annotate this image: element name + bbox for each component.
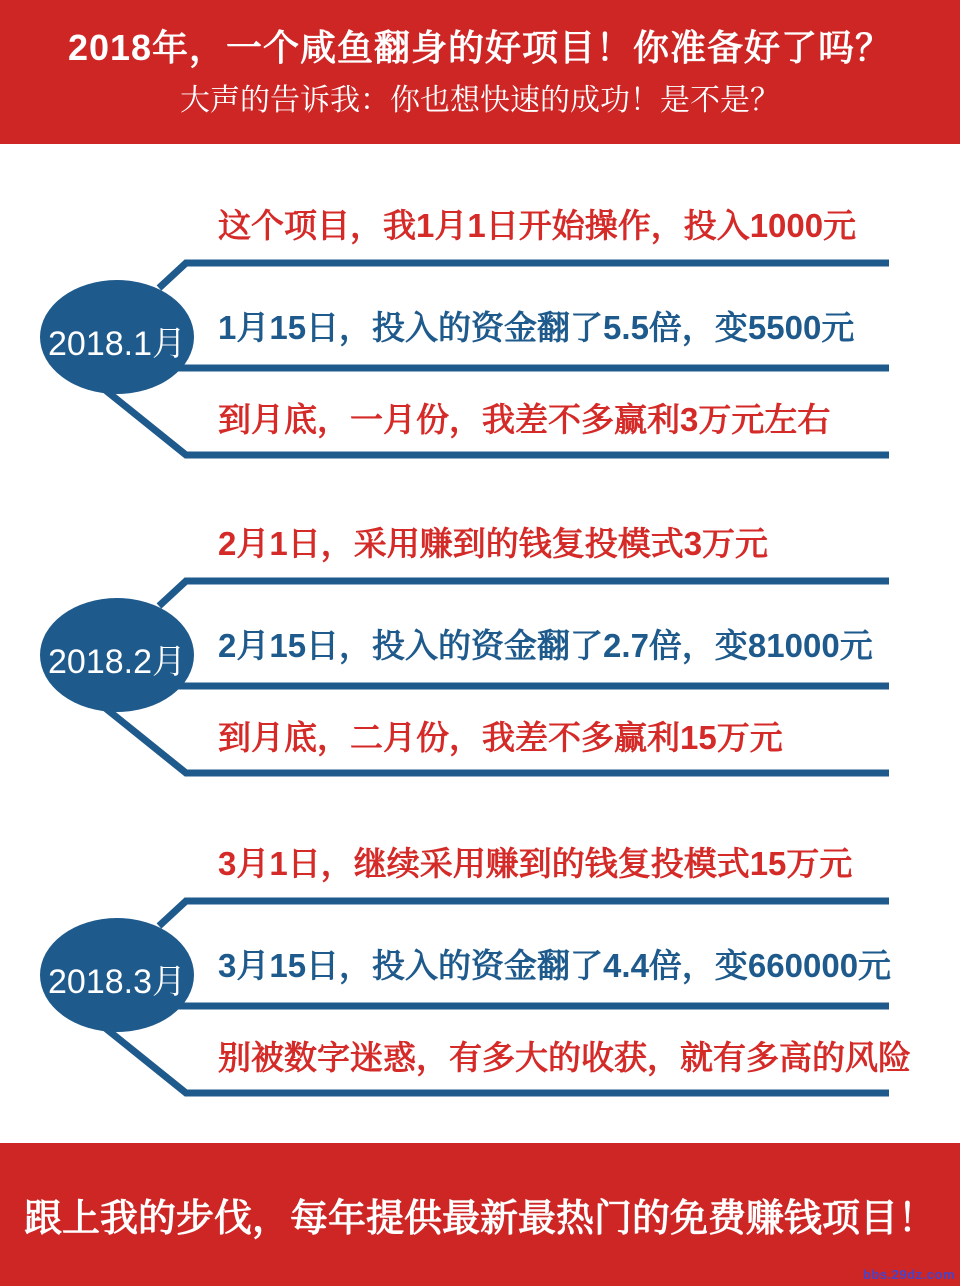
month-badge-label: 2018.3月 (48, 963, 186, 1001)
section-month-february (0, 508, 960, 798)
month-badge-label: 2018.1月 (48, 325, 186, 363)
section-month-january (0, 190, 960, 480)
milestone-text-middle: 1月15日，投入的资金翻了5.5倍，变5500元 (218, 309, 855, 346)
milestone-text-middle: 3月15日，投入的资金翻了4.4倍，变660000元 (218, 947, 892, 984)
page-title: 2018年，一个咸鱼翻身的好项目！你准备好了吗？ (67, 27, 893, 68)
connector-line-top (159, 581, 889, 606)
milestone-text-middle: 2月15日，投入的资金翻了2.7倍，变81000元 (218, 627, 873, 664)
section-month-march (0, 828, 960, 1118)
header-banner (0, 0, 960, 144)
milestone-text-bottom: 到月底，二月份，我差不多赢利15万元 (218, 719, 783, 756)
milestone-text-top: 3月1日，继续采用赚到的钱复投模式15万元 (218, 845, 853, 882)
milestone-text-top: 2月1日，采用赚到的钱复投模式3万元 (218, 525, 769, 562)
connector-line-top (159, 263, 889, 288)
month-badge-label: 2018.2月 (48, 643, 186, 681)
page-subtitle: 大声的告诉我：你也想快速的成功！是不是？ (180, 84, 780, 117)
milestone-text-bottom: 别被数字迷惑，有多大的收获，就有多高的风险 (218, 1039, 911, 1076)
watermark-text: bbs.29dz.com (863, 1267, 955, 1282)
footer-slogan: 跟上我的步伐，每年提供最新最热门的免费赚钱项目！ (24, 1198, 937, 1240)
milestone-text-top: 这个项目，我1月1日开始操作，投入1000元 (218, 207, 857, 244)
milestone-text-bottom: 到月底，一月份，我差不多赢利3万元左右 (218, 401, 831, 438)
connector-line-top (159, 901, 889, 926)
footer-banner (0, 1143, 960, 1286)
